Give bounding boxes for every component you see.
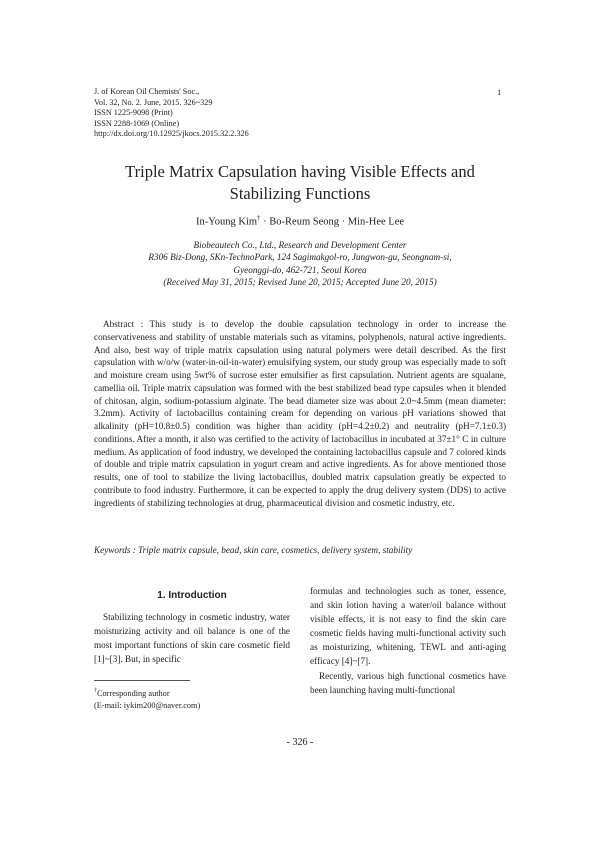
abstract	[94, 318, 506, 509]
journal-volume: Vol. 32, No. 2. June, 2015. 326~329	[94, 97, 213, 107]
journal-name: J. of Korean Oil Chemists' Soc.,	[94, 87, 200, 96]
affiliation-line-3: Gyeonggi-do, 462-721, Seoul Korea	[233, 264, 367, 275]
abstract-label: Abstract :	[103, 319, 144, 329]
author-list	[60, 214, 540, 228]
affiliation	[60, 239, 540, 289]
keywords: Keywords : Triple matrix capsule, bead, skin care, cosmetics, delivery system, stability	[94, 545, 413, 555]
intro-paragraph-1: Stabilizing technology in cosmetic industry, water moisturizing activity and oil balance is one of the most important functions of skin care cosmetic field [1]~[3]. But, in specific	[94, 612, 290, 665]
affiliation-line-1: Biobeautech Co., Ltd., Research and Development Center	[193, 240, 407, 250]
left-column	[94, 590, 290, 666]
right-column	[310, 584, 506, 697]
corresponding-author-label: Corresponding author	[97, 688, 170, 698]
corresponding-dagger: †	[257, 214, 261, 222]
footnote-rule	[94, 680, 190, 681]
intro-paragraph-1-continued: formulas and technologies such as toner, essence, and skin lotion having a water/oil balance without visible effects, it is not easy to find the skin care cosmetic fields having multi-functional activity such as moisturizing, whitening, TEWL and anti-aging efficacy [4]~[7].	[310, 586, 506, 667]
corresponding-email: (E-mail: iykim200@naver.com)	[94, 701, 201, 711]
title-line-2: Stabilizing Functions	[229, 184, 371, 203]
footer-page-number: - 326 -	[286, 737, 314, 748]
doi-link[interactable]: http://dx.doi.org/10.12925/jkocs.2015.32.2.326	[94, 129, 249, 139]
title-line-1: Triple Matrix Capsulation having Visible Effects and	[125, 162, 475, 181]
first-author: In-Young Kim	[195, 216, 258, 228]
header-page-number: 1	[497, 87, 502, 97]
issn-print: ISSN 1225-9098 (Print)	[94, 108, 173, 118]
issn-online: ISSN 2288-1069 (Online)	[94, 118, 180, 128]
co-authors: · Bo-Reum Seong · Min-Hee Lee	[260, 216, 405, 228]
received-dates: (Received May 31, 2015; Revised June 20, 2015; Accepted June 20, 2015)	[163, 277, 437, 288]
footnote	[94, 685, 200, 713]
intro-paragraph-2: Recently, various high functional cosmetics have been launching having multi-functional	[310, 670, 506, 695]
affiliation-line-2: R306 Biz-Dong, SKn-TechnoPark, 124 Sagimakgol-ro, Jungwon-gu, Seongnam-si,	[148, 252, 452, 263]
footnote-dagger: †	[94, 688, 97, 694]
journal-info	[94, 87, 394, 140]
abstract-text: This study is to develop the double capsulation technology in order to increase the conservativeness and stability of unstable materials such as vitamins, polyphenols, natural active ingredients. And also, best way of triple matrix capsulation using natural polymers were detail described. As the first capsulation with w/o/w (water-in-oil-in-water) emulsifying system, our study group was especially made to soft and moisture cream using 5wt% of sucrose ester emulsifier as first capsulation. Nutrient agents are squalane, camellia oil. Triple matrix capsulation was formed with the best stabilized bead type capsules when it blended of chitosan, algin, sodium-potassium alginate. The bead diameter size was about 2.0~4.5mm (mean diameter: 3.2mm). Activity of lactobacillus containing cream for depending on various pH variations showed that alkalinity (pH=10.8±0.5) condition was higher than acidity (pH=4.2±0.2) and neutrality (pH=7.1±0.3) conditions. After a month, it also was certified to the activity of lactobacillus in incubated at 37±1° C in culture medium. As application of food industry, we developed the containing lactobacillus capsule and 7 colored kinds of double and triple matrix capsulation in yogurt cream and active ingredients. As for above mentioned those results, one of tool to stabilize the living lactobacillus, doubled matrix capsulation greatly be expected to contribute to food industry. Furthermore, it can be expected to apply the drug delivery system (DDS) to active ingredients of stabilizing technologies at drug, pharmaceutical division and cosmetic industry, etc.	[94, 319, 506, 508]
paper-title	[60, 161, 540, 205]
section-heading-introduction: 1. Introduction	[157, 590, 227, 601]
